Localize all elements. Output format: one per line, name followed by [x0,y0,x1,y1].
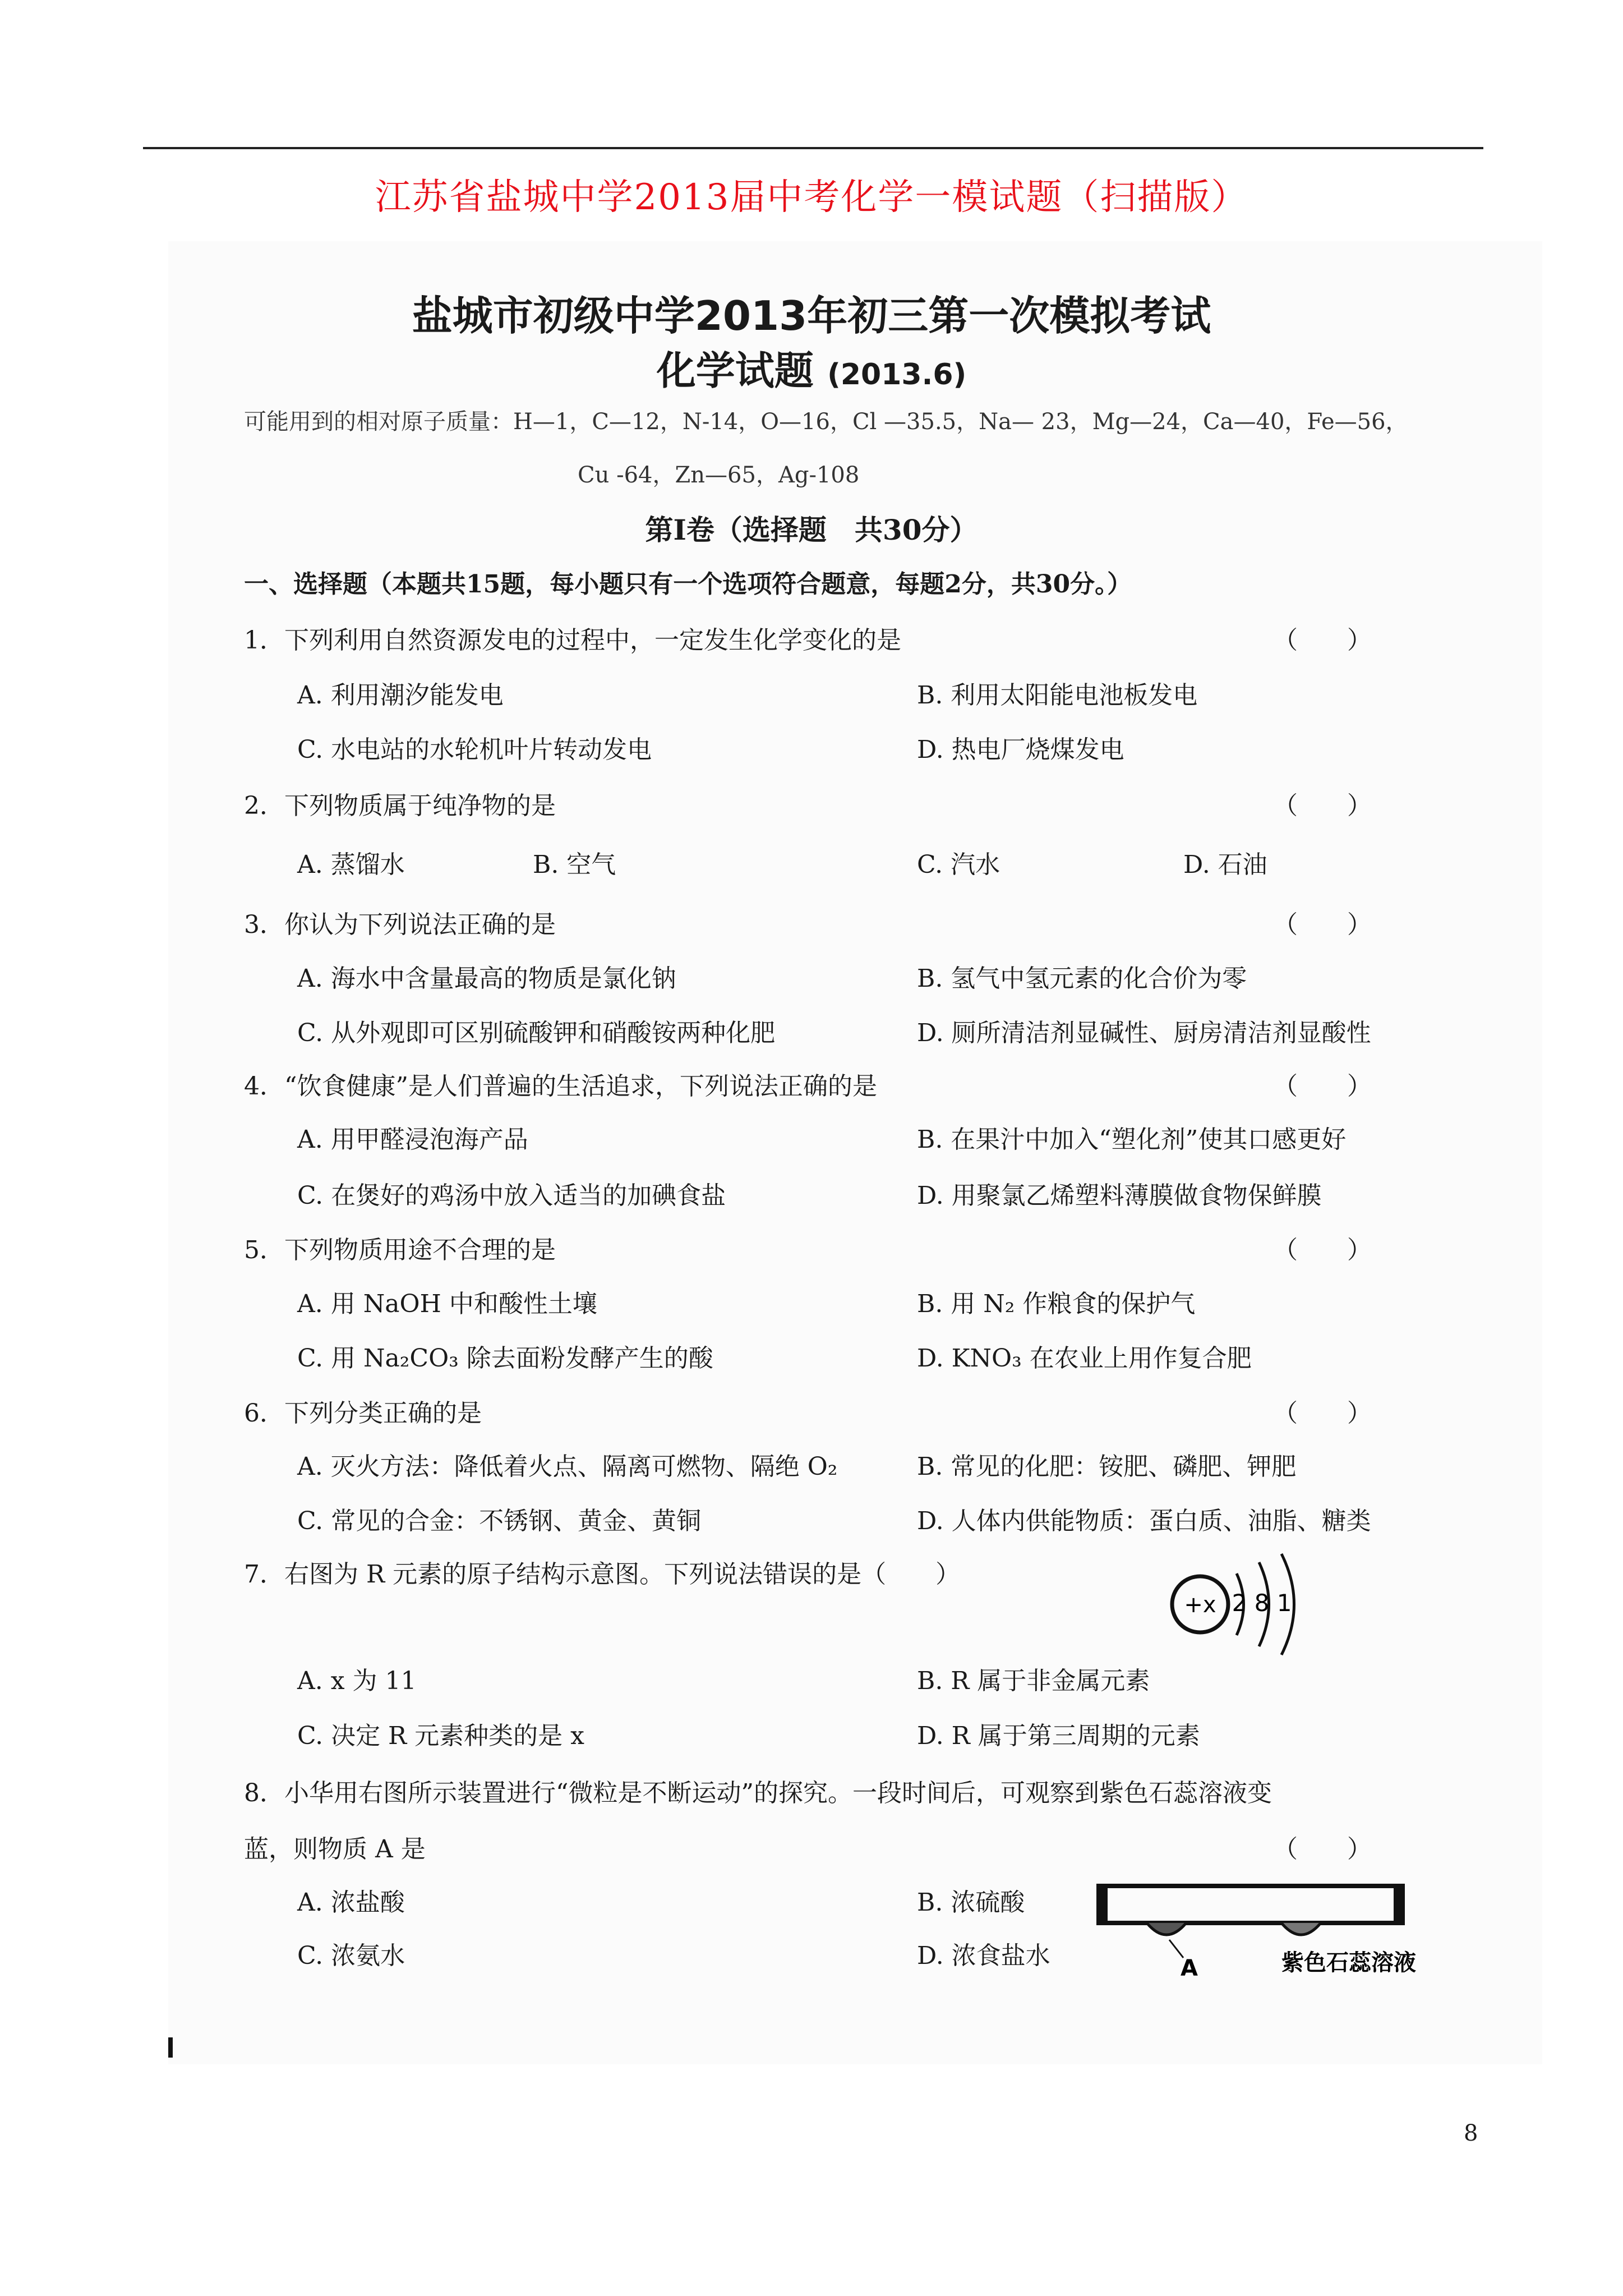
question-7-option-a: A. x 为 11 [297,1667,417,1695]
question-5-option-a: A. 用 NaOH 中和酸性土壤 [297,1290,597,1318]
cup-a [1147,1923,1186,1935]
label-litmus-solution: 紫色石蕊溶液 [1281,1950,1416,1976]
question-8-option-b: B. 浓硫酸 [917,1888,1025,1917]
question-5-option-d: D. KNO₃ 在农业上用作复合肥 [917,1344,1252,1373]
question-5-stem: 5．下列物质用途不合理的是 [244,1236,556,1264]
question-8-stem: 8．小华用右图所示装置进行“微粒是不断运动”的探究。一段时间后，可观察到紫色石蕊溶液变 [244,1779,1272,1807]
question-6-option-c: C. 常见的合金：不锈钢、黄金、黄铜 [297,1507,702,1535]
question-5-answer-blank: （ ） [1273,1236,1372,1264]
section-heading: 第Ⅰ卷（选择题 共30分） [645,513,978,546]
question-6-option-d: D. 人体内供能物质：蛋白质、油脂、糖类 [917,1507,1371,1535]
question-4-answer-blank: （ ） [1273,1072,1372,1101]
question-1-answer-blank: （ ） [1273,626,1372,655]
exam-date: (2013.6) [827,358,967,392]
question-4-option-b: B. 在果汁中加入“塑化剂”使其口感更好 [917,1125,1347,1154]
left-stopper [1096,1885,1108,1924]
question-8-answer-blank: （ ） [1273,1835,1372,1864]
question-6-option-b: B. 常见的化肥：铵肥、磷肥、钾肥 [917,1452,1297,1481]
question-2-stem: 2．下列物质属于纯净物的是 [244,792,556,820]
question-2-option-c: C. 汽水 [917,850,1000,879]
question-8-option-c: C. 浓氨水 [297,1941,405,1970]
question-2-option-a: A. 蒸馏水 [297,850,405,879]
question-4-option-c: C. 在煲好的鸡汤中放入适当的加碘食盐 [297,1181,726,1210]
question-2-option-b: B. 空气 [533,850,616,879]
question-4-stem: 4．“饮食健康”是人们普遍的生活追求，下列说法正确的是 [244,1072,877,1101]
question-1-stem: 1．下列利用自然资源发电的过程中，一定发生化学变化的是 [244,626,901,655]
question-1-option-a: A. 利用潮汐能发电 [297,681,504,710]
document-title: 江苏省盐城中学2013届中考化学一模试题（扫描版） [375,177,1248,218]
question-5-option-b: B. 用 N₂ 作粮食的保护气 [917,1290,1196,1318]
question-7-option-c: C. 决定 R 元素种类的是 x [297,1722,584,1750]
atomic-masses-line-2: Cu -64，Zn—65，Ag-108 [578,462,860,488]
page-number: 8 [1464,2120,1478,2146]
question-2-answer-blank: （ ） [1273,792,1372,820]
label-a: A [1181,1955,1198,1980]
question-8-option-a: A. 浓盐酸 [297,1888,405,1917]
right-stopper [1394,1885,1405,1924]
question-6-answer-blank: （ ） [1273,1399,1372,1428]
question-1-option-d: D. 热电厂烧煤发电 [917,735,1124,764]
question-7-stem: 7．右图为 R 元素的原子结构示意图。下列说法错误的是（ ） [244,1560,961,1589]
question-6-option-a: A. 灭火方法：降低着火点、隔离可燃物、隔绝 O₂ [297,1452,838,1481]
question-1-option-b: B. 利用太阳能电池板发电 [917,681,1198,710]
question-7-option-d: D. R 属于第三周期的元素 [917,1722,1200,1750]
question-8-stem-continued: 蓝，则物质 A 是 [244,1835,426,1864]
question-3-option-d: D. 厕所清洁剂显碱性、厨房清洁剂显酸性 [917,1019,1371,1047]
header-rule [143,147,1483,149]
question-3-stem: 3．你认为下列说法正确的是 [244,910,556,939]
scan-artifact-mark [168,2037,173,2058]
exam-title: 盐城市初级中学2013年初三第一次模拟考试 [412,292,1211,339]
question-3-option-c: C. 从外观即可区别硫酸钾和硝酸铵两种化肥 [297,1019,776,1047]
question-8-option-d: D. 浓食盐水 [917,1941,1050,1970]
question-3-answer-blank: （ ） [1273,910,1372,939]
question-6-stem: 6．下列分类正确的是 [244,1399,482,1428]
question-5-option-c: C. 用 Na₂CO₃ 除去面粉发酵产生的酸 [297,1344,713,1373]
cup-litmus [1281,1923,1321,1935]
nucleus-label: +x [1184,1592,1216,1618]
question-7-option-b: B. R 属于非金属元素 [917,1667,1150,1695]
section-instruction: 一、选择题（本题共15题，每小题只有一个选项符合题意，每题2分，共30分。） [244,570,1132,599]
diffusion-apparatus-diagram [1091,1874,1438,1980]
shell-electron-counts: 2 8 1 [1232,1589,1292,1617]
question-1-option-c: C. 水电站的水轮机叶片转动发电 [297,735,652,764]
exam-subject: 化学试题 [656,348,814,394]
question-3-option-b: B. 氢气中氢元素的化合价为零 [917,964,1247,993]
question-3-option-a: A. 海水中含量最高的物质是氯化钠 [297,964,676,993]
question-4-option-a: A. 用甲醛浸泡海产品 [297,1125,528,1154]
atom-structure-diagram [1166,1548,1312,1660]
question-2-option-d: D. 石油 [1183,850,1267,879]
atomic-masses-line-1: 可能用到的相对原子质量：H—1，C—12，N-14，O—16，Cl —35.5，Na— 23，Mg—24，Ca—40，Fe—56， [244,409,1408,435]
question-4-option-d: D. 用聚氯乙烯塑料薄膜做食物保鲜膜 [917,1181,1322,1210]
exam-subtitle [0,339,1623,396]
